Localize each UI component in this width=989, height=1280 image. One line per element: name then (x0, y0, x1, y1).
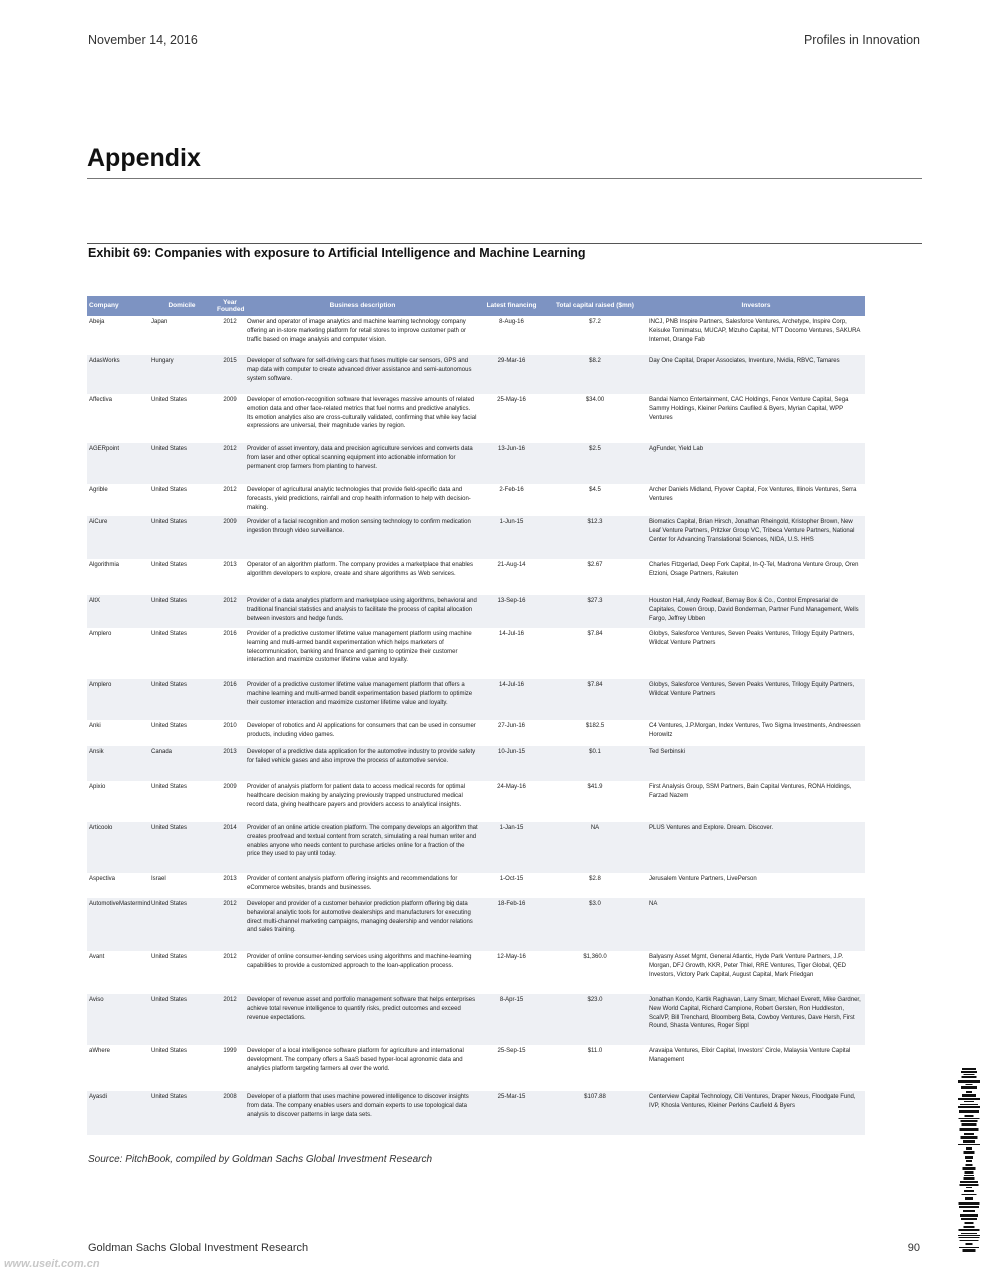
cell-domicile: Japan (149, 316, 215, 355)
table-row (87, 559, 865, 595)
cell-company: Ayasdi (87, 1091, 149, 1135)
table-row (87, 628, 865, 679)
cell-financing: 25-May-16 (480, 394, 543, 443)
cell-description: Provider of an online article creation platform. The company develops an algorithm that creates proofread and textual content from scratch, simulating a real human writer and enables anyone who needs content to purchase articles online for a fraction of the price they used to pay until today. (245, 822, 480, 873)
cell-investors: First Analysis Group, SSM Partners, Bain Capital Ventures, RONA Holdings, Farzad Nazem (647, 781, 865, 822)
cell-description: Owner and operator of image analytics and machine learning technology company offering an in-store marketing platform for retail stores to improve customer path or traffic based on image analysis and computer vision. (245, 316, 480, 355)
cell-investors: Bandai Namco Entertainment, CAC Holdings, Fenox Venture Capital, Sega Sammy Holdings, Kleiner Perkins Caufiled & Byers, Myrian Capital, WPP Ventures (647, 394, 865, 443)
cell-capital: $0.1 (543, 746, 647, 781)
cell-investors: Biomatics Capital, Brian Hirsch, Jonathan Rheingold, Kristopher Brown, New Leaf Venture Partners, Pritzker Group VC, Tribeca Venture Partners, National Center for Advancing Translational Sciences, NIDA, U.S. HHS (647, 516, 865, 559)
cell-financing: 21-Aug-14 (480, 559, 543, 595)
cell-description: Developer of robotics and AI applications for consumers that can be used in consumer products, including video games. (245, 720, 480, 746)
cell-financing: 29-Mar-16 (480, 355, 543, 394)
cell-company: Aspectiva (87, 873, 149, 898)
cell-financing: 14-Jul-16 (480, 679, 543, 720)
cell-company: AltX (87, 595, 149, 628)
cell-investors: Ted Serbinski (647, 746, 865, 781)
table-row (87, 1091, 865, 1135)
cell-year: 2012 (215, 994, 245, 1045)
cell-description: Developer of a predictive data application for the automotive industry to provide safety for failed vehicle gases and also improve the process of automotive service. (245, 746, 480, 781)
cell-description: Developer of agricultural analytic technologies that provide field-specific data and forecasts, yield predictions, rainfall and crop health information to help with decision-making. (245, 484, 480, 516)
cell-capital: $7.84 (543, 628, 647, 679)
cell-company: AGERpoint (87, 443, 149, 484)
cell-domicile: Canada (149, 746, 215, 781)
cell-company: Apixio (87, 781, 149, 822)
cell-year: 2013 (215, 746, 245, 781)
cell-capital: $107.88 (543, 1091, 647, 1135)
page-number: 90 (907, 1242, 920, 1254)
header-date: November 14, 2016 (88, 33, 198, 47)
col-header-capital: Total capital raised ($mn) (543, 296, 647, 316)
table-row (87, 720, 865, 746)
cell-domicile: United States (149, 720, 215, 746)
cell-company: Amplero (87, 628, 149, 679)
cell-description: Operator of an algorithm platform. The company provides a marketplace that enables algorithm developers to explore, create and share algorithms as Web services. (245, 559, 480, 595)
table-row (87, 516, 865, 559)
table-row (87, 898, 865, 951)
cell-year: 2009 (215, 781, 245, 822)
cell-financing: 27-Jun-16 (480, 720, 543, 746)
companies-table (87, 296, 865, 1135)
table-row (87, 781, 865, 822)
cell-financing: 8-Apr-15 (480, 994, 543, 1045)
cell-company: aWhere (87, 1045, 149, 1091)
cell-year: 2009 (215, 516, 245, 559)
watermark: www.useit.com.cn (4, 1258, 100, 1270)
cell-investors: Centerview Capital Technology, Citi Ventures, Draper Nexus, Floodgate Fund, IVP, Khosla Ventures, Kleiner Perkins Caufield & Byers (647, 1091, 865, 1135)
cell-capital: $27.3 (543, 595, 647, 628)
cell-company: Aviso (87, 994, 149, 1045)
cell-year: 2015 (215, 355, 245, 394)
barcode-graphic (958, 1068, 980, 1256)
cell-domicile: United States (149, 994, 215, 1045)
cell-year: 2009 (215, 394, 245, 443)
cell-year: 2016 (215, 628, 245, 679)
table-row (87, 746, 865, 781)
cell-description: Provider of asset inventory, data and precision agriculture services and converts data from laser and other optical scanning equipment into actionable information for permanent crop farmers from planting to harvest. (245, 443, 480, 484)
cell-company: Affectiva (87, 394, 149, 443)
cell-company: Agrible (87, 484, 149, 516)
cell-investors: Globys, Salesforce Ventures, Seven Peaks Ventures, Trilogy Equity Partners, Wildcat Venture Partners (647, 628, 865, 679)
cell-investors: AgFunder, Yield Lab (647, 443, 865, 484)
cell-investors: Day One Capital, Draper Associates, Inventure, Nvidia, RBVC, Tamares (647, 355, 865, 394)
cell-description: Developer of a local intelligence software platform for agriculture and international development. The company offers a SaaS based hyper-local agronomic data and analytics platform targeting farmers all over the world. (245, 1045, 480, 1091)
cell-domicile: United States (149, 1091, 215, 1135)
cell-capital: $1,360.0 (543, 951, 647, 994)
cell-investors: Aravaipa Ventures, Elixir Capital, Investors' Circle, Malaysia Venture Capital Management (647, 1045, 865, 1091)
cell-investors: Houston Hall, Andy Redleaf, Bernay Box & Co., Control Empresarial de Capitales, Cowen Group, David Bonderman, Partner Fund Management, Wells Fargo, Jeffrey Ubben (647, 595, 865, 628)
table-row (87, 443, 865, 484)
cell-investors: Archer Daniels Midland, Flyover Capital, Fox Ventures, Illinois Ventures, Serra Ventures (647, 484, 865, 516)
cell-description: Developer and provider of a customer behavior prediction platform offering big data behavioral analytic tools for automotive dealerships and manufacturers for executing direct multi-channel marketing campaigns, managing dealership and vendor relations and sales training. (245, 898, 480, 951)
cell-financing: 25-Sep-15 (480, 1045, 543, 1091)
cell-company: Algorithmia (87, 559, 149, 595)
cell-domicile: United States (149, 1045, 215, 1091)
exhibit-title: Exhibit 69: Companies with exposure to Artificial Intelligence and Machine Learning (88, 246, 586, 260)
cell-year: 2014 (215, 822, 245, 873)
cell-capital: $2.5 (543, 443, 647, 484)
table-row (87, 1045, 865, 1091)
cell-year: 2012 (215, 316, 245, 355)
table-row (87, 994, 865, 1045)
cell-description: Provider of a data analytics platform and marketplace using algorithms, behavioral and traditional financial statistics and analysis to facilitate the process of capital allocation between investors and hedge funds. (245, 595, 480, 628)
cell-company: Anki (87, 720, 149, 746)
cell-financing: 2-Feb-16 (480, 484, 543, 516)
table-body (87, 316, 865, 1135)
cell-domicile: United States (149, 822, 215, 873)
table-row (87, 873, 865, 898)
source-note: Source: PitchBook, compiled by Goldman Sachs Global Investment Research (88, 1154, 433, 1165)
cell-company: Amplero (87, 679, 149, 720)
cell-domicile: United States (149, 781, 215, 822)
cell-financing: 25-Mar-15 (480, 1091, 543, 1135)
col-header-domicile: Domicile (149, 296, 215, 316)
cell-description: Developer of revenue asset and portfolio management software that helps enterprises achieve total revenue intelligence to quantify risks, predict outcomes and exceed revenue expectations. (245, 994, 480, 1045)
cell-capital: $2.8 (543, 873, 647, 898)
cell-capital: $11.0 (543, 1045, 647, 1091)
cell-year: 2013 (215, 559, 245, 595)
cell-description: Provider of a facial recognition and motion sensing technology to confirm medication ingestion through video surveillance. (245, 516, 480, 559)
cell-capital: NA (543, 822, 647, 873)
cell-domicile: United States (149, 951, 215, 994)
cell-financing: 8-Aug-16 (480, 316, 543, 355)
cell-year: 2012 (215, 484, 245, 516)
cell-domicile: United States (149, 898, 215, 951)
page-title: Appendix (87, 144, 201, 172)
cell-description: Developer of a platform that uses machine powered intelligence to discover insights from data. The company enables users and domain experts to use topological data analysis to discover patterns in large data sets. (245, 1091, 480, 1135)
cell-capital: $23.0 (543, 994, 647, 1045)
cell-financing: 14-Jul-16 (480, 628, 543, 679)
table-row (87, 316, 865, 355)
cell-capital: $8.2 (543, 355, 647, 394)
cell-investors: Charles Fitzgerlad, Deep Fork Capital, In-Q-Tel, Madrona Venture Group, Oren Etzioni, Osage Partners, Rakuten (647, 559, 865, 595)
cell-financing: 1-Jun-15 (480, 516, 543, 559)
cell-financing: 18-Feb-16 (480, 898, 543, 951)
cell-investors: PLUS Ventures and Explore. Dream. Discover. (647, 822, 865, 873)
cell-company: Articoolo (87, 822, 149, 873)
cell-investors: INCJ, PNB Inspire Partners, Salesforce Ventures, Archetype, Inspire Corp, Keisuke Tomimatsu, MUCAP, Mizuho Capital, NTT Docomo Ventures, SAKURA Internet, Orange Fab (647, 316, 865, 355)
cell-investors: Balyasny Asset Mgmt, General Atlantic, Hyde Park Venture Partners, J.P. Morgan, DFJ Growth, KKR, Peter Thiel, RRE Ventures, Tiger Global, QED Investors, Victory Park Capital, August Capital, Mark Friedgan (647, 951, 865, 994)
cell-financing: 1-Jan-15 (480, 822, 543, 873)
cell-description: Provider of a predictive customer lifetime value management platform using machine learning and multi-armed bandit experimentation which helps marketers of telecommunication, banking and finance and gaming to optimize their customer interaction and maximize customer lifetime value and loyalty. (245, 628, 480, 679)
header-series: Profiles in Innovation (803, 33, 920, 47)
cell-year: 2013 (215, 873, 245, 898)
cell-company: Avant (87, 951, 149, 994)
cell-financing: 24-May-16 (480, 781, 543, 822)
cell-investors: NA (647, 898, 865, 951)
table-row (87, 595, 865, 628)
cell-year: 2010 (215, 720, 245, 746)
cell-capital: $2.67 (543, 559, 647, 595)
cell-domicile: United States (149, 679, 215, 720)
table-header-row (87, 296, 865, 316)
cell-capital: $41.9 (543, 781, 647, 822)
cell-company: AutomotiveMastermind (87, 898, 149, 951)
table-row (87, 822, 865, 873)
cell-description: Developer of software for self-driving cars that fuses multiple car sensors, GPS and map data with computer to create advanced driver assistance and semi-autonomous system software. (245, 355, 480, 394)
cell-year: 2012 (215, 898, 245, 951)
cell-capital: $7.2 (543, 316, 647, 355)
table-row (87, 679, 865, 720)
cell-financing: 13-Sep-16 (480, 595, 543, 628)
cell-company: AdasWorks (87, 355, 149, 394)
cell-capital: $7.84 (543, 679, 647, 720)
cell-description: Provider of content analysis platform offering insights and recommendations for eCommerce websites, brands and businesses. (245, 873, 480, 898)
cell-domicile: United States (149, 394, 215, 443)
cell-financing: 12-May-16 (480, 951, 543, 994)
cell-investors: Jerusalem Venture Partners, LivePerson (647, 873, 865, 898)
cell-investors: C4 Ventures, J.P.Morgan, Index Ventures, Two Sigma Investments, Andreessen Horowitz (647, 720, 865, 746)
cell-year: 1999 (215, 1045, 245, 1091)
cell-company: AiCure (87, 516, 149, 559)
cell-description: Provider of analysis platform for patient data to access medical records for optimal healthcare decision making by analyzing previously trapped unstructured medical record data, giving healthcare payers and providers access to analytical insights. (245, 781, 480, 822)
cell-capital: $182.5 (543, 720, 647, 746)
col-header-investors: Investors (647, 296, 865, 316)
cell-domicile: United States (149, 595, 215, 628)
cell-financing: 1-Oct-15 (480, 873, 543, 898)
cell-financing: 13-Jun-16 (480, 443, 543, 484)
cell-description: Provider of online consumer-lending services using algorithms and machine-learning capabilities to provide a customized approach to the loan-application process. (245, 951, 480, 994)
cell-domicile: United States (149, 484, 215, 516)
col-header-company: Company (87, 296, 149, 316)
table-row (87, 951, 865, 994)
col-header-year: Year Founded (215, 296, 245, 316)
col-header-description: Business description (245, 296, 480, 316)
cell-domicile: Hungary (149, 355, 215, 394)
cell-capital: $34.00 (543, 394, 647, 443)
cell-company: Abeja (87, 316, 149, 355)
cell-year: 2012 (215, 443, 245, 484)
cell-domicile: United States (149, 559, 215, 595)
cell-capital: $4.5 (543, 484, 647, 516)
table-row (87, 394, 865, 443)
title-divider (87, 178, 922, 179)
exhibit-divider (87, 243, 922, 244)
cell-company: Ansik (87, 746, 149, 781)
table-row (87, 355, 865, 394)
cell-investors: Globys, Salesforce Ventures, Seven Peaks Ventures, Trilogy Equity Partners, Wildcat Venture Partners (647, 679, 865, 720)
cell-year: 2016 (215, 679, 245, 720)
cell-year: 2008 (215, 1091, 245, 1135)
cell-domicile: Israel (149, 873, 215, 898)
cell-year: 2012 (215, 595, 245, 628)
cell-domicile: United States (149, 443, 215, 484)
cell-year: 2012 (215, 951, 245, 994)
cell-financing: 10-Jun-15 (480, 746, 543, 781)
cell-capital: $3.0 (543, 898, 647, 951)
table-row (87, 484, 865, 516)
cell-capital: $12.3 (543, 516, 647, 559)
cell-domicile: United States (149, 628, 215, 679)
cell-investors: Jonathan Kondo, Kartik Raghavan, Larry Smarr, Michael Everett, Mike Gardner, New World Capital, Richard Campione, Robert Gersten, Ron Huddleston, ScalVP, Bill Trenchard, Bloomberg Beta, Cowboy Ventures, Dave Hersh, First Round, Shasta Ventures, Roger Sippl (647, 994, 865, 1045)
cell-description: Developer of emotion-recognition software that leverages massive amounts of related emotion data and other face-related metrics that fuel norms and predictive analytics. Its emotion analytics also are cross-culturally validated, confirming that while key facial expressions are universal, their magnitude varies by region. (245, 394, 480, 443)
cell-domicile: United States (149, 516, 215, 559)
cell-description: Provider of a predictive customer lifetime value management platform that offers a machine learning and multi-armed bandit experimentation based platform to optimize their customer interaction and maximize customer lifetime value and loyalty. (245, 679, 480, 720)
footer-publisher: Goldman Sachs Global Investment Research (88, 1242, 309, 1254)
col-header-financing: Latest financing (480, 296, 543, 316)
